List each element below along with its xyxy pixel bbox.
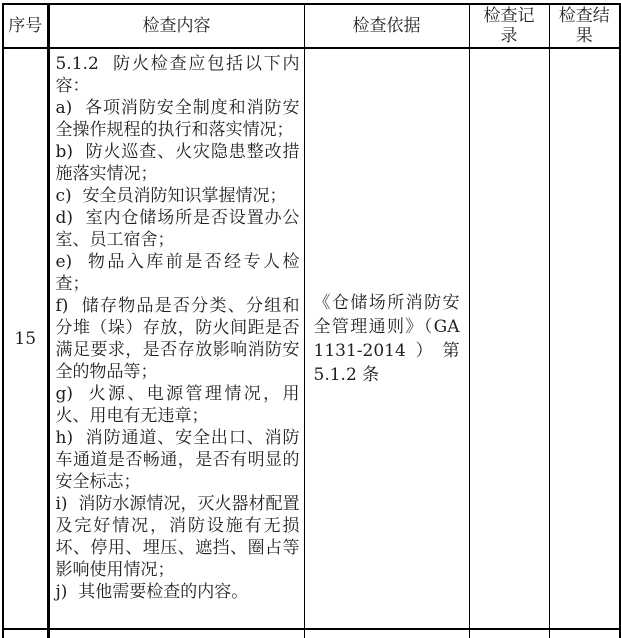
inspection-content-list [56, 53, 300, 603]
inspection-content-item: g) 火源、电源管理情况，用火、用电有无违章； [55, 384, 300, 426]
next-row-result-cell [549, 629, 620, 638]
inspection-content-item: d) 室内仓储场所是否设置办公室、员工宿舍； [55, 208, 300, 250]
inspection-content-item: i) 消防水源情况，灭火器材配置及完好情况，消防设施有无损坏、停用、埋压、遮挡、圈占等影响使用情况； [55, 494, 300, 580]
inspection-content-item: 5.1.2 防火检查应包括以下内容： [55, 54, 300, 96]
inspection-basis-cell [304, 48, 469, 629]
next-row-content-cell [48, 629, 304, 638]
header-row [3, 4, 620, 48]
inspection-content-item: j) 其他需要检查的内容。 [55, 582, 249, 602]
inspection-content-cell [48, 48, 304, 629]
column-header-record: 检查记录 [469, 4, 549, 48]
fire-inspection-table [2, 3, 621, 638]
next-row-basis-cell [304, 629, 469, 638]
inspection-record-cell [469, 48, 549, 629]
inspection-basis-text: 《仓储场所消防安全管理通则》（GA1131-2014）第 5.1.2 条 [313, 292, 465, 385]
inspection-content-item: f) 储存物品是否分类、分组和分堆（垛）存放，防火间距是否满足要求，是否存放影响消防安全的物品等； [55, 296, 300, 382]
column-header-basis: 检查依据 [304, 4, 469, 48]
column-header-content: 检查内容 [48, 4, 304, 48]
inspection-content-item: a) 各项消防安全制度和消防安全操作规程的执行和落实情况； [55, 98, 300, 140]
table-row [3, 48, 620, 629]
next-row-number-cell [3, 629, 48, 638]
inspection-content-item: c) 安全员消防知识掌握情况； [55, 186, 287, 206]
inspection-content-item: b) 防火巡查、火灾隐患整改措施落实情况； [55, 142, 300, 184]
inspection-content-item: h) 消防通道、安全出口、消防车通道是否畅通，是否有明显的安全标志； [55, 428, 300, 492]
row-number-cell: 15 [3, 48, 48, 629]
column-header-number: 序号 [3, 4, 48, 48]
next-row-partial [3, 629, 620, 638]
inspection-content-item: e) 物品入库前是否经专人检查； [55, 252, 300, 294]
column-header-result: 检查结果 [549, 4, 620, 48]
next-row-record-cell [469, 629, 549, 638]
inspection-result-cell [549, 48, 620, 629]
